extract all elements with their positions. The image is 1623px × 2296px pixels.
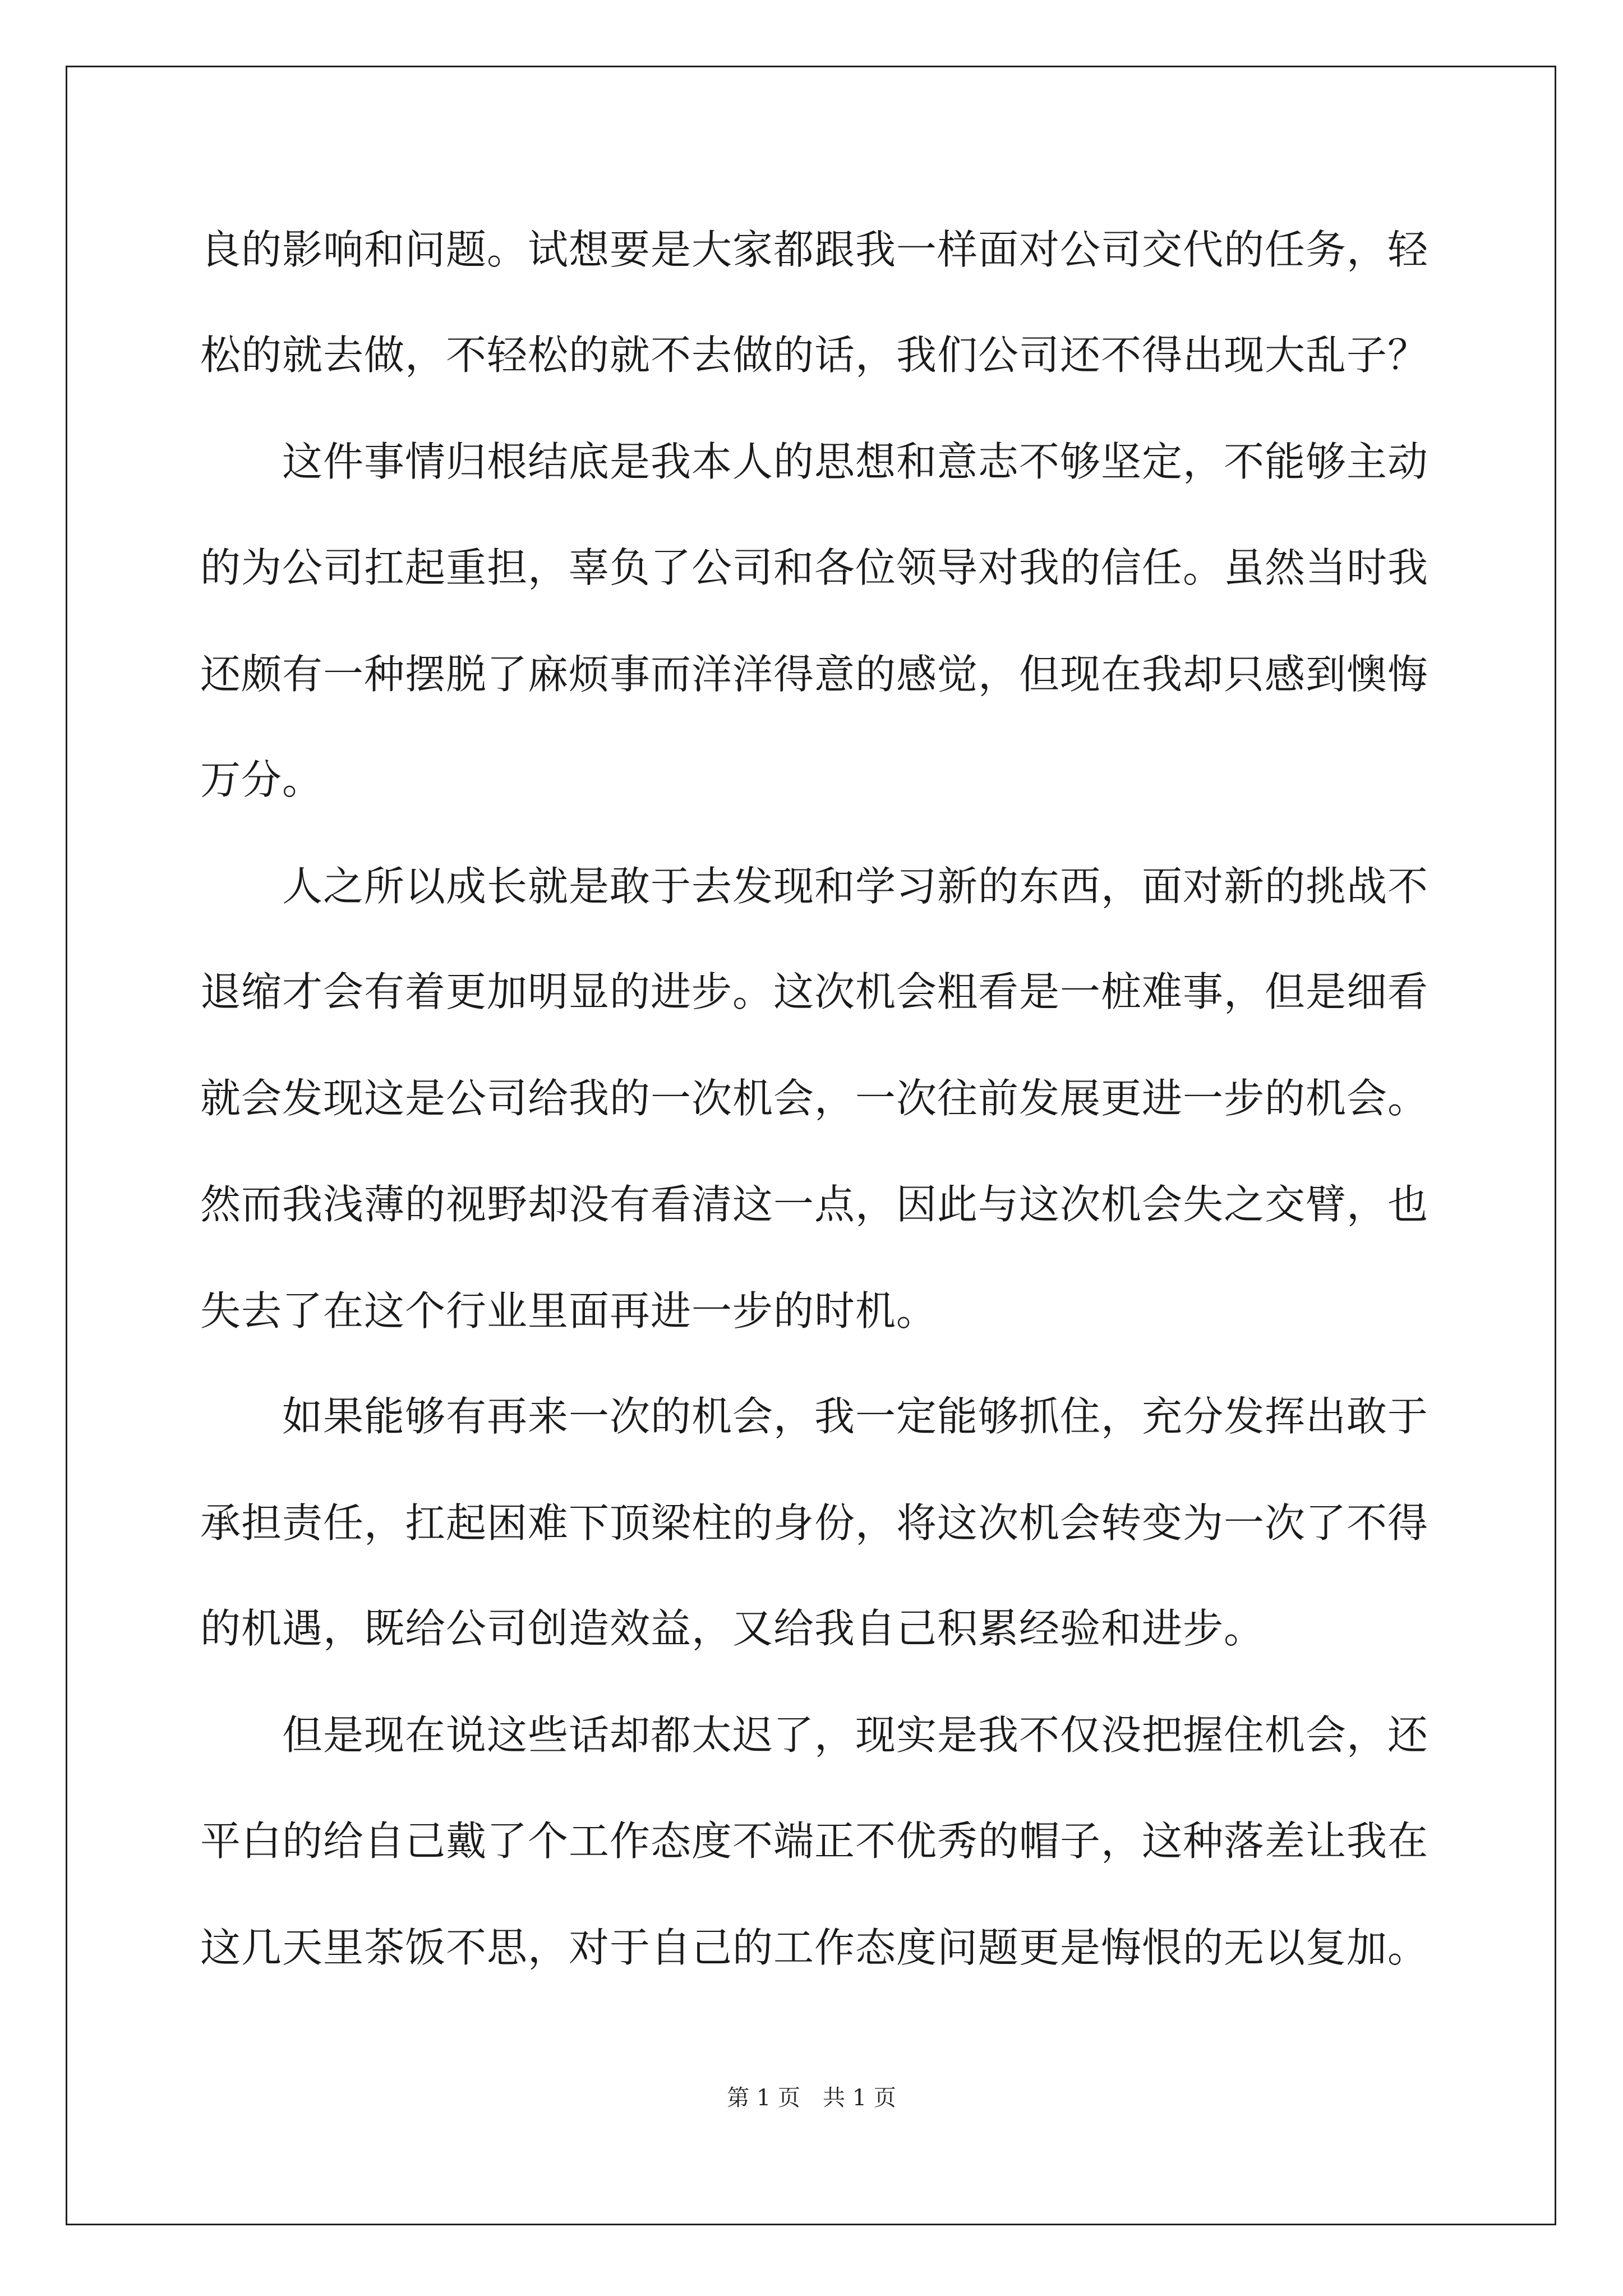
text-line: 人之所以成长就是敢于去发现和学习新的东西，面对新的挑战不 <box>200 863 1429 910</box>
text-line: 这几天里茶饭不思，对于自己的工作态度问题更是悔恨的无以复加。 <box>200 1924 1429 1971</box>
text-line: 失去了在这个行业里面再进一步的时机。 <box>200 1287 938 1335</box>
text-line: 的为公司扛起重担，辜负了公司和各位领导对我的信任。虽然当时我 <box>200 544 1429 591</box>
text-line: 退缩才会有着更加明显的进步。这次机会粗看是一桩难事，但是细看 <box>200 968 1429 1015</box>
text-line: 良的影响和问题。试想要是大家都跟我一样面对公司交代的任务，轻 <box>200 226 1429 273</box>
text-line: 的机遇，既给公司创造效益，又给我自己积累经验和进步。 <box>200 1605 1265 1652</box>
page-number: 第 1 页 共 1 页 <box>727 2085 896 2111</box>
text-line: 松的就去做，不轻松的就不去做的话，我们公司还不得出现大乱子？ <box>200 332 1429 379</box>
text-line: 承担责任，扛起困难下顶梁柱的身份，将这次机会转变为一次了不得 <box>200 1499 1429 1547</box>
text-line: 平白的给自己戴了个工作态度不端正不优秀的帽子，这种落差让我在 <box>200 1818 1429 1865</box>
text-line: 这件事情归根结底是我本人的思想和意志不够坚定，不能够主动 <box>200 438 1429 485</box>
text-line: 然而我浅薄的视野却没有看清这一点，因此与这次机会失之交臂，也 <box>200 1181 1429 1228</box>
text-line: 如果能够有再来一次的机会，我一定能够抓住，充分发挥出敢于 <box>200 1393 1429 1440</box>
text-line: 还颇有一种摆脱了麻烦事而洋洋得意的感觉，但现在我却只感到懊悔 <box>200 651 1429 698</box>
text-line: 万分。 <box>200 756 324 803</box>
text-line: 就会发现这是公司给我的一次机会，一次往前发展更进一步的机会。 <box>200 1075 1429 1122</box>
page-border <box>66 66 1556 2225</box>
text-line: 但是现在说这些话却都太迟了，现实是我不仅没把握住机会，还 <box>200 1711 1429 1759</box>
